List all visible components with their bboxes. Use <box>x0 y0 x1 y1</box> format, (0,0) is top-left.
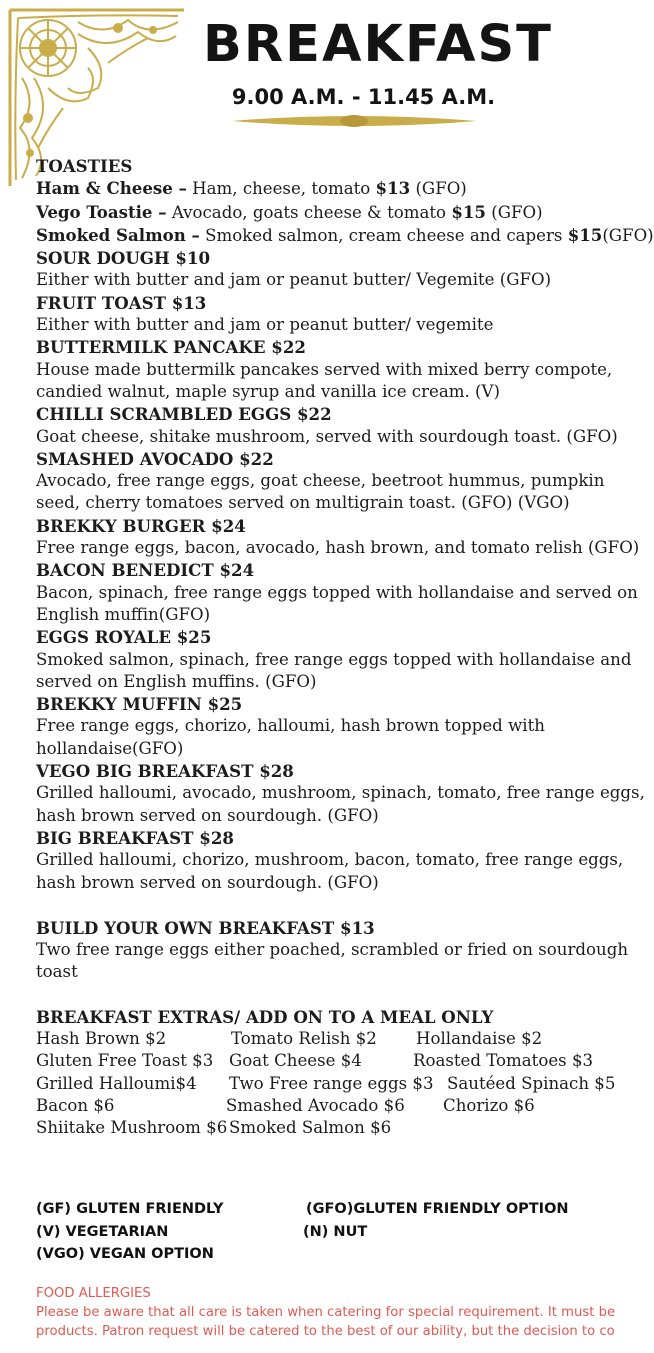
section-desc-line: hollandaise(GFO) <box>36 738 184 758</box>
extras-row <box>36 1117 626 1139</box>
extra-item: Bacon $6 <box>36 1095 115 1115</box>
menu-item-vego-toastie <box>36 201 626 224</box>
item-tag: (GFO) <box>410 179 467 199</box>
extra-item: Sautéed Spinach $5 <box>447 1073 616 1093</box>
legend-vgo: (VGO) VEGAN OPTION <box>36 1246 214 1262</box>
section-desc-line: Bacon, spinach, free range eggs topped with hollandaise and served on <box>36 582 638 602</box>
section-heading-build-your-own: BUILD YOUR OWN BREAKFAST $13 <box>36 917 375 938</box>
item-tag: (GFO) <box>485 202 543 222</box>
extras-row <box>36 1095 626 1117</box>
extras-row <box>36 1050 626 1072</box>
item-name: Vego Toastie – <box>36 201 167 222</box>
dietary-legend <box>36 1198 611 1266</box>
extra-item: Hollandaise $2 <box>416 1028 543 1048</box>
menu-list <box>36 155 654 1139</box>
legend-v: (V) VEGETARIAN <box>36 1223 169 1240</box>
section-desc-line: Grilled halloumi, avocado, mushroom, spinach, tomato, free range eggs, <box>36 783 645 803</box>
section-desc-line: Avocado, free range eggs, goat cheese, beetroot hummus, pumpkin <box>36 471 605 491</box>
item-price: $13 <box>375 178 411 199</box>
allergy-line: Please be aware that all care is taken when catering for special requirement. It must be <box>36 1305 616 1320</box>
section-heading-toasties: TOASTIES <box>36 156 133 176</box>
extra-item: Shiitake Mushroom $6 <box>36 1118 228 1138</box>
section-desc-line: Either with butter and jam or peanut butter/ Vegemite (GFO) <box>36 270 552 290</box>
section-desc-line: Smoked salmon, spinach, free range eggs topped with hollandaise and <box>36 649 632 669</box>
menu-title: BREAKFAST <box>203 15 553 74</box>
section-heading-eggs-royale: EGGS ROYALE $25 <box>36 627 212 648</box>
item-price: $15 <box>451 201 486 222</box>
legend-gfo: (GFO)GLUTEN FRIENDLY OPTION <box>306 1201 569 1217</box>
section-desc-line: toast <box>36 962 78 982</box>
section-desc-line: seed, cherry tomatoes served on multigrain toast. (GFO) (VGO) <box>36 493 570 513</box>
item-name: Smoked Salmon – <box>36 224 200 245</box>
extra-item: Gluten Free Toast $3 <box>36 1051 214 1071</box>
extra-item: Chorizo $6 <box>443 1095 535 1115</box>
gold-divider-icon <box>232 114 477 128</box>
extra-item: Smoked Salmon $6 <box>229 1118 392 1138</box>
menu-item-smoked-salmon <box>36 224 654 247</box>
section-desc-line: Free range eggs, chorizo, halloumi, hash brown topped with <box>36 716 545 736</box>
section-desc-line: English muffin(GFO) <box>36 604 211 624</box>
section-heading-bacon-benedict: BACON BENEDICT $24 <box>36 560 255 581</box>
section-desc-line: Goat cheese, shitake mushroom, served with sourdough toast. (GFO) <box>36 426 618 446</box>
section-desc-line: Free range eggs, bacon, avocado, hash brown, and tomato relish (GFO) <box>36 538 640 558</box>
section-desc-line: hash brown served on sourdough. (GFO) <box>36 805 379 825</box>
section-heading-big-breakfast: BIG BREAKFAST $28 <box>36 827 234 848</box>
section-heading-brekky-burger: BREKKY BURGER $24 <box>36 515 246 536</box>
legend-n: (N) NUT <box>303 1223 368 1240</box>
item-desc: Smoked salmon, cream cheese and capers <box>199 225 568 245</box>
extra-item: Hash Brown $2 <box>36 1028 167 1048</box>
menu-item-ham-cheese <box>36 177 626 200</box>
section-heading-extras: BREAKFAST EXTRAS/ ADD ON TO A MEAL ONLY <box>36 1006 494 1027</box>
section-desc-line: Grilled halloumi, chorizo, mushroom, bacon, tomato, free range eggs, <box>36 850 624 870</box>
allergy-heading: FOOD ALLERGIES <box>36 1286 151 1301</box>
section-desc-line: House made buttermilk pancakes served with mixed berry compote, <box>36 359 613 379</box>
serving-hours: 9.00 A.M. - 11.45 A.M. <box>231 85 496 109</box>
food-allergies-notice <box>36 1284 616 1341</box>
item-price: $15 <box>567 224 603 245</box>
section-heading-vego-big-breakfast: VEGO BIG BREAKFAST $28 <box>36 761 294 782</box>
section-heading-sour-dough: SOUR DOUGH $10 <box>36 248 211 269</box>
section-desc-line: served on English muffins. (GFO) <box>36 671 317 691</box>
item-name: Ham & Cheese – <box>36 178 187 199</box>
extra-item: Grilled Halloumi$4 <box>36 1073 197 1093</box>
section-heading-chilli-eggs: CHILLI SCRAMBLED EGGS $22 <box>36 404 332 425</box>
extras-row <box>36 1028 626 1050</box>
legend-gf: (GF) GLUTEN FRIENDLY <box>36 1201 224 1217</box>
section-desc-line: candied walnut, maple syrup and vanilla ice cream. (V) <box>36 381 500 401</box>
section-heading-fruit-toast: FRUIT TOAST $13 <box>36 292 207 313</box>
section-heading-brekky-muffin: BREKKY MUFFIN $25 <box>36 694 243 715</box>
item-desc: Avocado, goats cheese & tomato <box>166 202 452 222</box>
item-desc: Ham, cheese, tomato <box>186 179 376 199</box>
allergy-line: products. Patron request will be catered to the best of our ability, but the decision to co <box>36 1324 615 1339</box>
section-desc-line: Either with butter and jam or peanut butter/ vegemite <box>36 315 494 335</box>
section-heading-buttermilk-pancake: BUTTERMILK PANCAKE $22 <box>36 337 306 358</box>
section-desc-line: Two free range eggs either poached, scrambled or fried on sourdough <box>36 940 629 960</box>
item-tag: (GFO) <box>602 225 654 245</box>
section-heading-smashed-avocado: SMASHED AVOCADO $22 <box>36 448 274 469</box>
extra-item: Goat Cheese $4 <box>229 1051 362 1071</box>
extra-item: Smashed Avocado $6 <box>226 1095 405 1115</box>
section-desc-line: hash brown served on sourdough. (GFO) <box>36 872 379 892</box>
extras-row <box>36 1073 626 1095</box>
extra-item: Two Free range eggs $3 <box>229 1073 434 1093</box>
extra-item: Roasted Tomatoes $3 <box>413 1051 594 1071</box>
extra-item: Tomato Relish $2 <box>231 1028 377 1048</box>
